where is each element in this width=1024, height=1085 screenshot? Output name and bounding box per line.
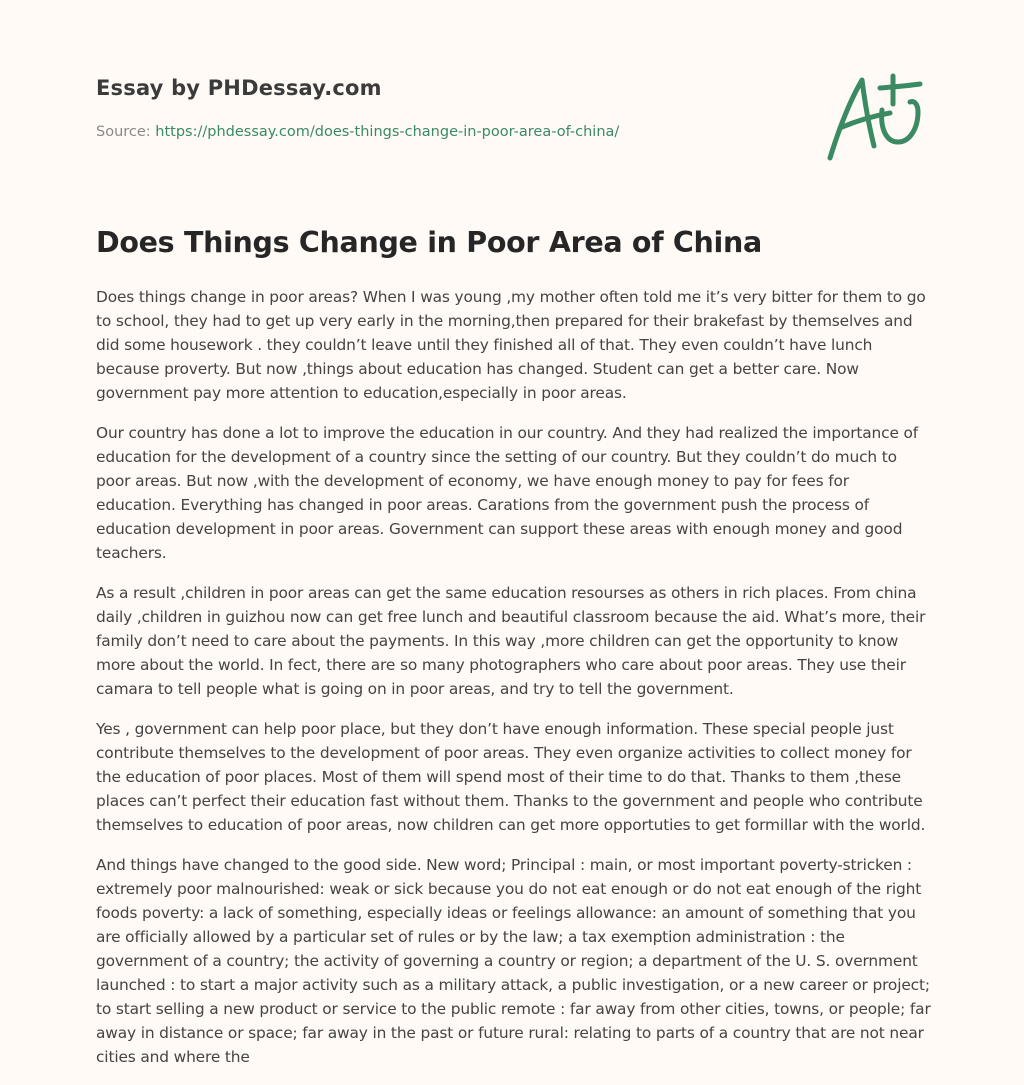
essay-paragraph: Our country has done a lot to improve the education in our country. And they had realized the importance of education for the development of a country since the setting of our country. But they couldn’t do much to poor areas. But now ,with the development of economy, we have enough money to pay for fees for education. Everything has changed in poor areas. Carations from the government push the process of education development in poor areas. Government can support these areas with enough money and good teachers.	[96, 424, 919, 562]
essay-title: Does Things Change in Poor Area of China	[96, 226, 762, 259]
source-label: Source:	[96, 124, 151, 140]
essay-paragraph: Yes , government can help poor place, but they don’t have enough information. These special people just contribute themselves to the development of poor areas. They even organize activities to collect money for the education of poor places. Most of them will spend most of their time to do that. Thanks to them ,these places can’t perfect their education fast without them. Thanks to the government and people who contribute themselves to education of poor areas, now children can get more opportuties to get formillar with the world.	[96, 720, 926, 834]
source-line	[96, 124, 619, 140]
source-link[interactable]: https://phdessay.com/does-things-change-in-poor-area-of-china/	[155, 124, 620, 140]
site-brand: Essay by PHDessay.com	[96, 76, 382, 100]
a-plus-logo-icon	[818, 66, 930, 166]
essay-paragraph: And things have changed to the good side. New word; Principal : main, or most important poverty-stricken : extremely poor malnourished: weak or sick because you do not eat enough or do not eat enough of the right foods poverty: a lack of something, especially ideas or feelings allowance: an amount of something that you are officially allowed by a particular set of rules or by the law; a tax exemption administration : the government of a country; the activity of governing a country or region; a department of the U. S. overnment launched : to start a major activity such as a military attack, a public investigation, or a new career or project; to start selling a new product or service to the public remote : far away from other cities, towns, or people; far away in distance or space; far away in the past or future rural: relating to parts of a country that are not near cities and where the	[96, 856, 931, 1066]
essay-paragraph: As a result ,children in poor areas can get the same education resourses as others in rich places. From china daily ,children in guizhou now can get free lunch and beautiful classroom because the aid. What’s more, their family don’t need to care about the payments. In this way ,more children can get the opportunity to know more about the world. In fect, there are so many photographers who care about poor areas. They use their camara to tell people what is going on in poor areas, and try to tell the government.	[96, 584, 926, 698]
essay-body	[96, 285, 932, 1085]
essay-paragraph: Does things change in poor areas? When I was young ,my mother often told me it’s very bitter for them to go to school, they had to get up very early in the morning,then prepared for their brakefast by themselves and did some housework . they couldn’t leave until they finished all of that. They even couldn’t have lunch because proverty. But now ,things about education has changed. Student can get a better care. Now government pay more attention to education,especially in poor areas.	[96, 288, 926, 402]
